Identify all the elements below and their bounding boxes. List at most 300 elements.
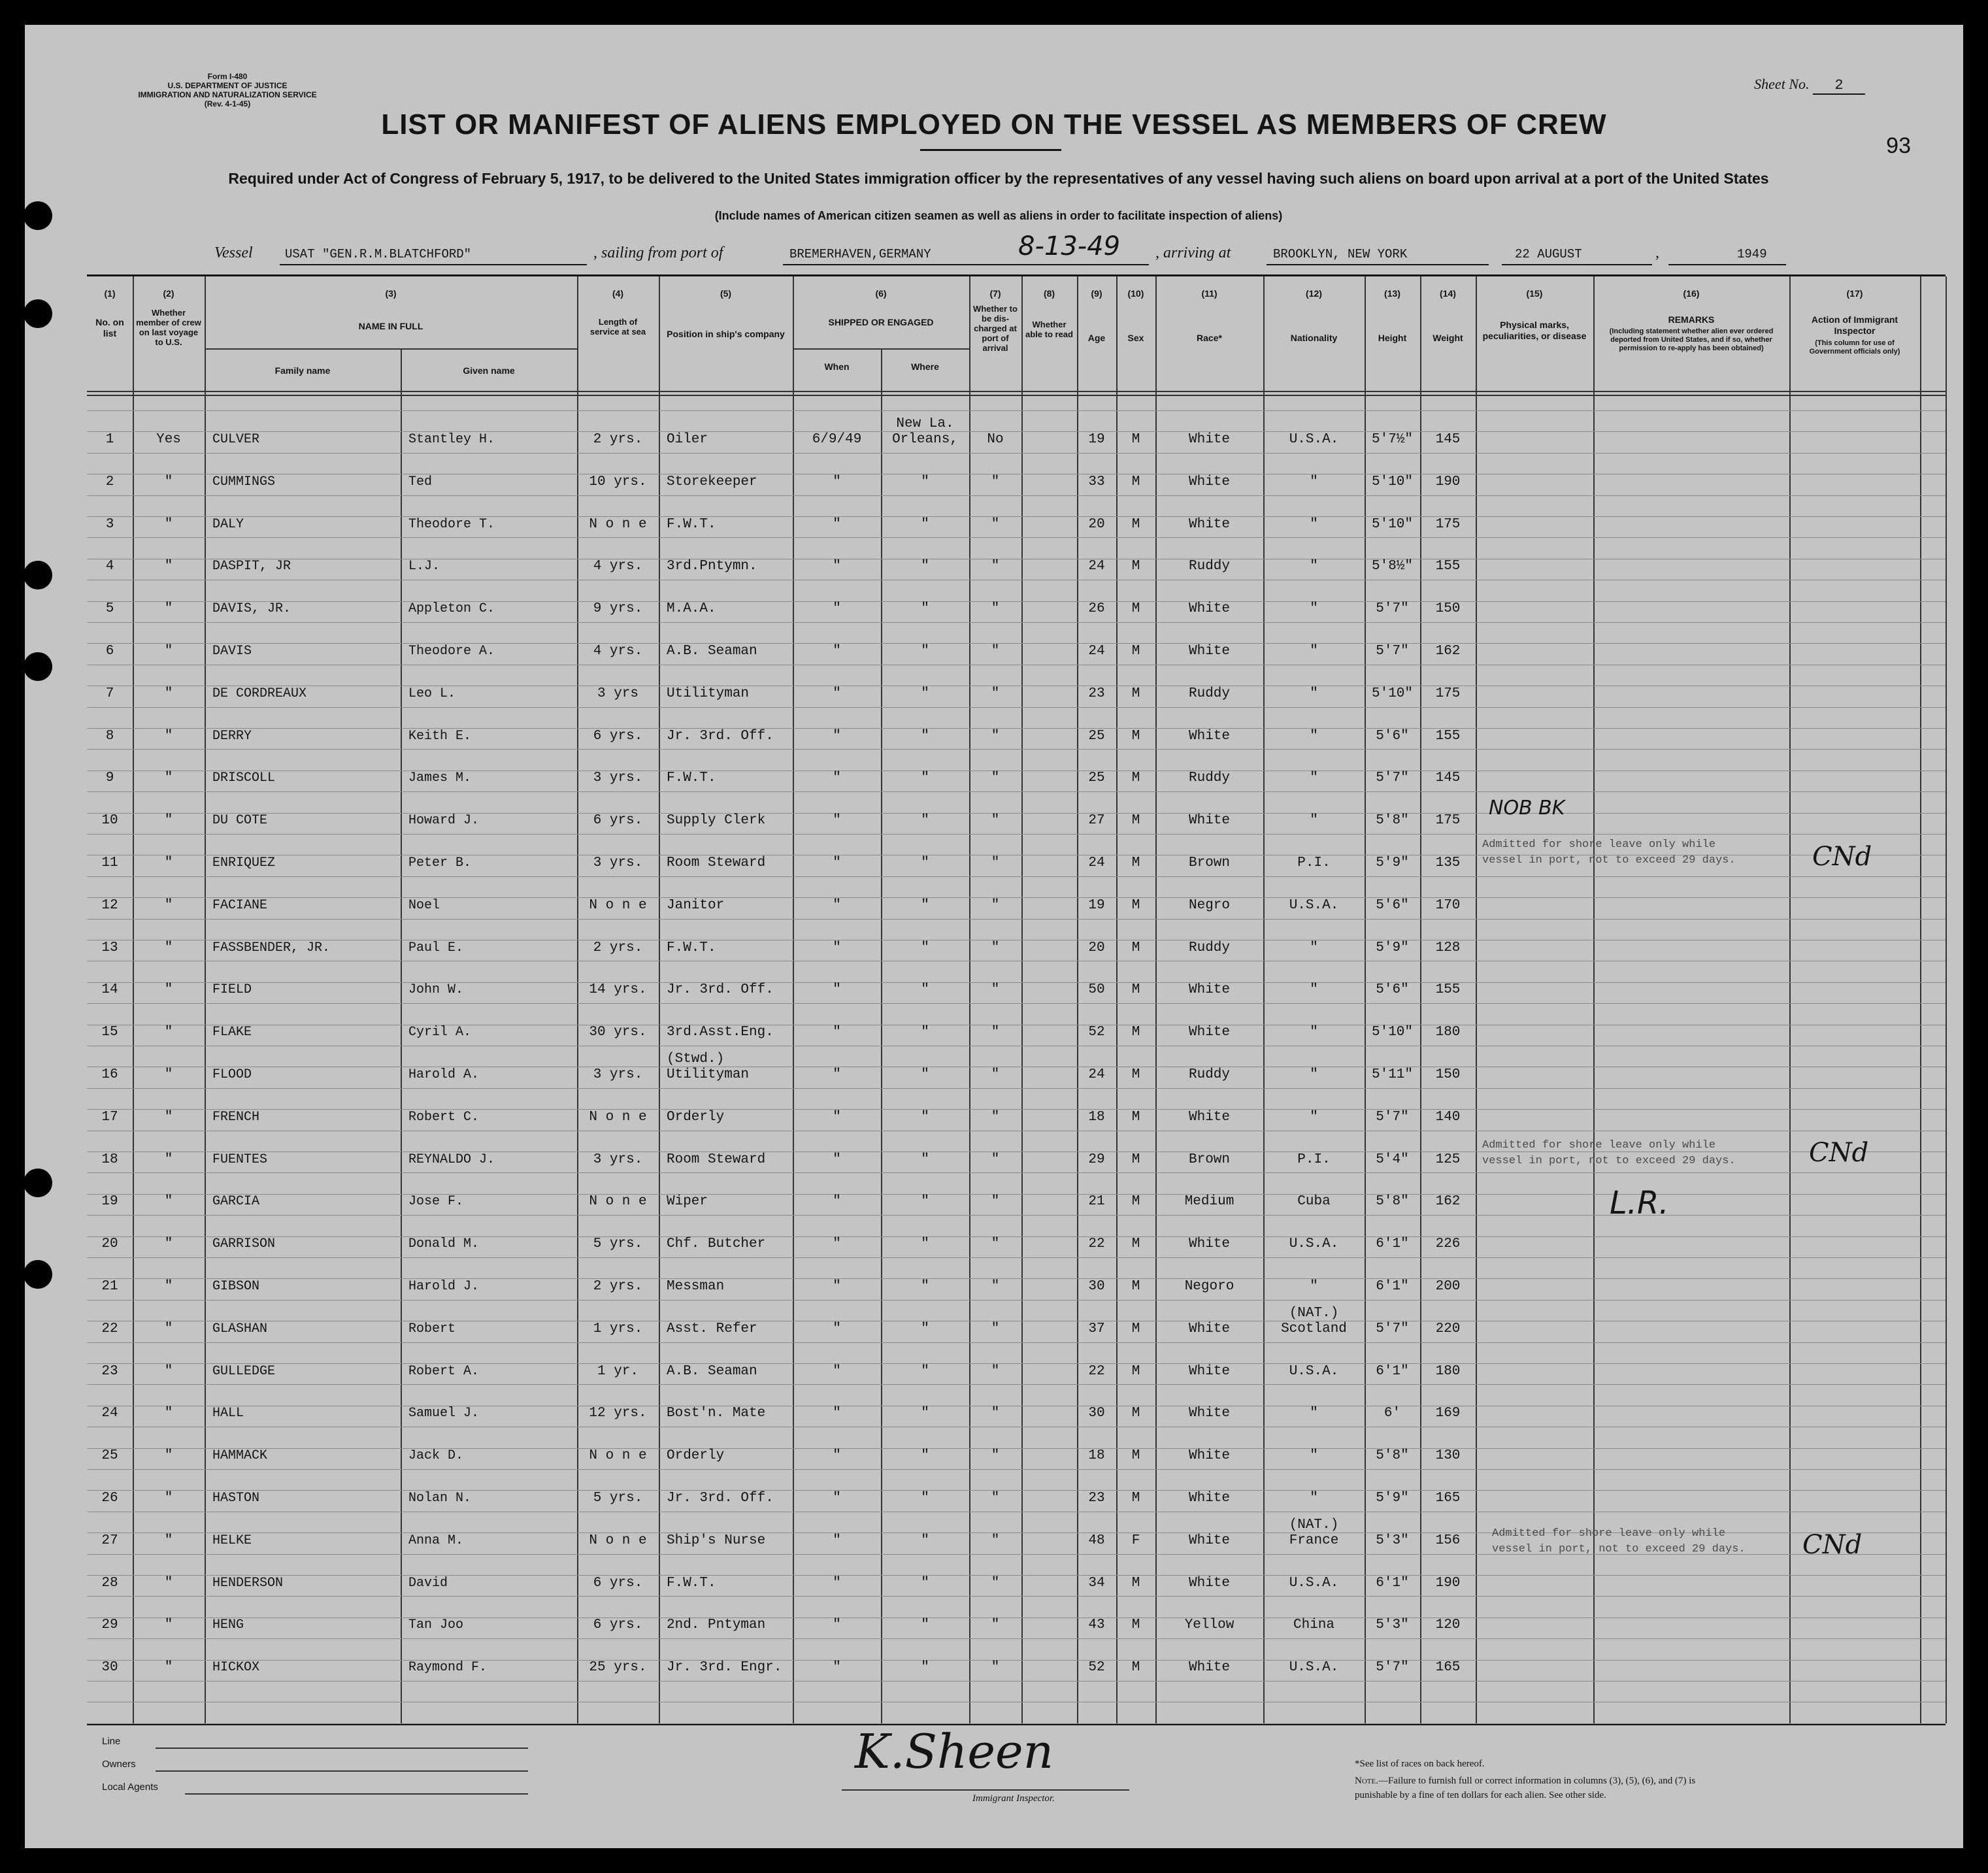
position: Oiler [667, 432, 708, 447]
member-last-voyage: " [164, 1533, 173, 1548]
discharged: " [991, 1152, 1000, 1167]
shipped-where: " [921, 1617, 929, 1633]
given-name: Howard J. [408, 813, 480, 829]
footer-line-label: Line [102, 1736, 121, 1747]
weight: 150 [1435, 1067, 1461, 1082]
manifest-sheet [25, 25, 1963, 1848]
nationality: China [1293, 1617, 1334, 1633]
race: White [1188, 1236, 1230, 1252]
discharged: " [991, 1109, 1000, 1125]
weight: 180 [1435, 1025, 1461, 1040]
shipped-when: " [833, 1363, 841, 1379]
member-last-voyage: " [164, 474, 173, 489]
length-of-service: 6 yrs. [593, 813, 643, 829]
member-last-voyage: " [164, 897, 173, 913]
age: 27 [1088, 813, 1105, 829]
weight: 155 [1435, 982, 1461, 998]
family-name: HENG [212, 1617, 244, 1633]
race: White [1188, 1533, 1230, 1548]
port-to: BROOKLYN, NEW YORK [1273, 247, 1408, 261]
discharged: " [991, 771, 1000, 786]
discharged: " [991, 897, 1000, 913]
length-of-service: 6 yrs. [593, 728, 643, 744]
ruled-line [87, 876, 1946, 877]
discharged: " [991, 1025, 1000, 1040]
shipped-where: " [921, 771, 929, 786]
height: 5'8" [1376, 1194, 1409, 1210]
length-of-service: 5 yrs. [593, 1236, 643, 1252]
weight: 135 [1435, 855, 1461, 870]
given-name: Paul E. [408, 940, 464, 955]
position: F.W.T. [667, 1575, 716, 1591]
ruled-line [87, 410, 1946, 411]
nationality: " [1310, 644, 1318, 659]
row-number: 8 [105, 728, 114, 744]
shipped-when: " [833, 686, 841, 701]
penalty-note [1355, 1774, 1721, 1802]
column-divider [1476, 276, 1477, 1723]
form-number: Form I-480 [207, 72, 248, 81]
family-name: FACIANE [212, 897, 268, 913]
col-num-8: (8) [1043, 288, 1055, 299]
length-of-service: 10 yrs. [589, 474, 647, 489]
header-remarks: REMARKS [1668, 314, 1715, 325]
column-divider [205, 276, 206, 1723]
nationality: P.I. [1297, 1152, 1331, 1167]
length-of-service: 5 yrs. [593, 1491, 643, 1506]
column-divider [1077, 276, 1078, 1723]
shipped-where: " [921, 982, 929, 998]
shipped-where: " [921, 1575, 929, 1591]
member-last-voyage: " [164, 940, 173, 955]
height: 5'3" [1376, 1617, 1409, 1633]
age: 33 [1088, 474, 1105, 489]
position: Asst. Refer [667, 1321, 757, 1336]
nationality: " [1310, 1109, 1318, 1125]
discharged: " [991, 1067, 1000, 1082]
discharged: " [991, 1533, 1000, 1548]
sex: M [1131, 1406, 1140, 1421]
nationality: " [1310, 1067, 1318, 1082]
family-name: FASSBENDER, JR. [212, 940, 331, 955]
sex: M [1131, 1236, 1140, 1252]
header-action-detail: (This column for use of Government officials only) [1809, 339, 1900, 356]
length-of-service: 1 yrs. [593, 1321, 643, 1336]
nationality: " [1310, 1491, 1318, 1506]
column-divider [1155, 276, 1157, 1723]
race: Ruddy [1188, 686, 1230, 701]
inspector-label: Immigrant Inspector. [972, 1793, 1055, 1804]
discharged: " [991, 940, 1000, 955]
given-name: James M. [408, 771, 472, 786]
member-last-voyage: " [164, 1448, 173, 1464]
column-divider [793, 276, 794, 1723]
family-name: GULLEDGE [212, 1363, 276, 1379]
header-height: Height [1378, 333, 1407, 343]
ruled-line [87, 1384, 1946, 1385]
height: 5'4" [1376, 1152, 1409, 1167]
height: 5'7" [1376, 771, 1409, 786]
discharged: " [991, 516, 1000, 532]
member-last-voyage: " [164, 1491, 173, 1506]
discharged: " [991, 1491, 1000, 1506]
shipped-where: " [921, 1279, 929, 1294]
race: Ruddy [1188, 1067, 1230, 1082]
nationality: Cuba [1297, 1194, 1331, 1210]
shipped-when: " [833, 1491, 841, 1506]
given-name: Harold J. [408, 1279, 480, 1294]
footer-owners-underline [156, 1770, 528, 1772]
column-divider [1021, 276, 1023, 1723]
weight: 190 [1435, 474, 1461, 489]
shipped-when: " [833, 559, 841, 574]
row-number: 29 [101, 1617, 118, 1633]
ruled-line [87, 1257, 1946, 1258]
position: 2nd. Pntyman [667, 1617, 766, 1633]
shipped-where: " [921, 728, 929, 744]
weight: 145 [1435, 771, 1461, 786]
given-name: Leo L. [408, 686, 456, 701]
weight: 155 [1435, 559, 1461, 574]
discharged: " [991, 1575, 1000, 1591]
shipped-where: " [921, 559, 929, 574]
height: 6'1" [1376, 1279, 1409, 1294]
sex: M [1131, 1152, 1140, 1167]
header-where: Where [911, 361, 939, 372]
position: Jr. 3rd. Off. [667, 1491, 774, 1506]
header-subdivider [793, 348, 969, 350]
member-last-voyage: " [164, 559, 173, 574]
sex: M [1131, 1067, 1140, 1082]
given-name: Cyril A. [408, 1025, 472, 1040]
length-of-service: 25 yrs. [589, 1660, 647, 1676]
age: 19 [1088, 897, 1105, 913]
ruled-line [87, 707, 1946, 708]
shipped-where: " [921, 644, 929, 659]
date-sailed: 8-13-49 [1018, 231, 1121, 261]
weight: 156 [1435, 1533, 1461, 1548]
nationality: U.S.A. [1289, 432, 1339, 447]
given-name: Theodore A. [408, 644, 495, 659]
shipped-where: " [921, 1025, 929, 1040]
sex: M [1131, 1491, 1140, 1506]
col-num-11: (11) [1201, 288, 1218, 299]
ruled-line [87, 1300, 1946, 1301]
shipped-when: " [833, 1067, 841, 1082]
year: 1949 [1737, 247, 1767, 261]
height: 5'6" [1376, 897, 1409, 913]
weight: 125 [1435, 1152, 1461, 1167]
given-name: Appleton C. [408, 601, 495, 617]
weight: 175 [1435, 516, 1461, 532]
header-position: Position in ship's company [667, 329, 785, 339]
nationality: " [1310, 728, 1318, 744]
race: Brown [1188, 1152, 1230, 1167]
length-of-service: 6 yrs. [593, 1575, 643, 1591]
discharged: " [991, 982, 1000, 998]
shipped-where: " [921, 1109, 929, 1125]
nationality: " [1310, 1448, 1318, 1464]
height: 5'7" [1376, 1321, 1409, 1336]
sex: M [1131, 1025, 1140, 1040]
given-name: Theodore T. [408, 516, 495, 532]
col-num-5: (5) [720, 288, 732, 299]
sex: M [1131, 644, 1140, 659]
nationality: " [1310, 813, 1318, 829]
nationality: U.S.A. [1289, 1236, 1339, 1252]
position: M.A.A. [667, 601, 716, 617]
discharged: " [991, 559, 1000, 574]
weight: 220 [1435, 1321, 1461, 1336]
height: 5'9" [1376, 1491, 1409, 1506]
position: Wiper [667, 1194, 708, 1210]
form-department: U.S. DEPARTMENT OF JUSTICE [167, 81, 288, 90]
sex: M [1131, 686, 1140, 701]
position: 3rd.Pntymn. [667, 559, 757, 574]
age: 29 [1088, 1152, 1105, 1167]
column-divider [1116, 276, 1118, 1723]
remark-row-18: Admitted for shore leave only while vessel in port, not to exceed 29 days. [1482, 1139, 1736, 1167]
position: Janitor [667, 897, 725, 913]
action-mark-row-29: CNd [1802, 1530, 1863, 1560]
length-of-service: 9 yrs. [593, 601, 643, 617]
position: Orderly [667, 1448, 725, 1464]
family-name: HICKOX [212, 1660, 260, 1676]
member-last-voyage: " [164, 1660, 173, 1676]
col-num-14: (14) [1440, 288, 1456, 299]
race: White [1188, 474, 1230, 489]
age: 30 [1088, 1406, 1105, 1421]
remark-row-29: Admitted for shore leave only while vessel in port, not to exceed 29 days. [1492, 1527, 1746, 1555]
column-divider [1789, 276, 1791, 1723]
column-divider [1420, 276, 1421, 1723]
length-of-service: 4 yrs. [593, 644, 643, 659]
member-last-voyage: " [164, 1363, 173, 1379]
sex: M [1131, 1321, 1140, 1336]
shipped-when: " [833, 601, 841, 617]
row-number: 2 [105, 474, 114, 489]
height: 6'1" [1376, 1363, 1409, 1379]
length-of-service: 2 yrs. [593, 1279, 643, 1294]
length-of-service: 12 yrs. [589, 1406, 647, 1421]
member-last-voyage: " [164, 982, 173, 998]
action-mark-row-18: CNd [1809, 1138, 1869, 1168]
family-name: FLOOD [212, 1067, 252, 1082]
sex: M [1131, 1363, 1140, 1379]
shipped-where: " [921, 1236, 929, 1252]
nationality: " [1310, 474, 1318, 489]
sheet-number-value: 2 [1813, 77, 1865, 95]
col-num-16: (16) [1683, 288, 1700, 299]
sheet-number [1754, 76, 1865, 95]
weight: 145 [1435, 432, 1461, 447]
shipped-when: " [833, 897, 841, 913]
nationality: U.S.A. [1289, 897, 1339, 913]
age: 23 [1088, 1491, 1105, 1506]
race: White [1188, 1575, 1230, 1591]
family-name: DASPIT, JR [212, 559, 291, 574]
discharged: " [991, 1194, 1000, 1210]
row-number: 20 [101, 1236, 118, 1252]
discharged: " [991, 601, 1000, 617]
sex: M [1131, 940, 1140, 955]
race: White [1188, 813, 1230, 829]
member-last-voyage: " [164, 686, 173, 701]
weight: 175 [1435, 686, 1461, 701]
footer-line-underline [156, 1748, 528, 1749]
col-num-2: (2) [163, 288, 174, 299]
shipped-where: " [921, 1067, 929, 1082]
given-name: John W. [408, 982, 464, 998]
vessel-underline [280, 264, 587, 265]
member-last-voyage: " [164, 855, 173, 870]
row-number: 18 [101, 1152, 118, 1167]
length-of-service: 3 yrs. [593, 1152, 643, 1167]
given-name: Robert C. [408, 1109, 480, 1125]
shipped-when: " [833, 813, 841, 829]
shipped-where: " [921, 1533, 929, 1548]
row-number: 1 [105, 432, 114, 447]
position: Jr. 3rd. Engr. [667, 1660, 782, 1676]
race-note: *See list of races on back hereof. [1355, 1759, 1485, 1769]
age: 37 [1088, 1321, 1105, 1336]
length-of-service: N o n e [589, 1448, 647, 1464]
row-number: 13 [101, 940, 118, 955]
sex: M [1131, 1448, 1140, 1464]
shipped-when: " [833, 771, 841, 786]
weight: 180 [1435, 1363, 1461, 1379]
discharged: No [987, 432, 1004, 447]
height: 5'10" [1371, 1025, 1413, 1040]
race: White [1188, 1321, 1230, 1336]
column-divider [969, 276, 970, 1723]
race: White [1188, 432, 1230, 447]
lr-note: L.R. [1610, 1185, 1669, 1221]
column-divider [1263, 276, 1265, 1723]
header-member-of-crew: Whether member of crew on last voyage to U.S. [136, 308, 201, 347]
length-of-service: 3 yrs. [593, 771, 643, 786]
length-of-service: N o n e [589, 1533, 647, 1548]
nationality: " [1310, 516, 1318, 532]
position: Jr. 3rd. Off. [667, 982, 774, 998]
form-service: IMMIGRATION AND NATURALIZATION SERVICE [138, 90, 317, 99]
nationality: U.S.A. [1289, 1660, 1339, 1676]
ruled-line [87, 1088, 1946, 1089]
given-name: REYNALDO J. [408, 1152, 495, 1167]
shipped-where: " [921, 1660, 929, 1676]
ruled-line [87, 1003, 1946, 1004]
height: 5'7" [1376, 1660, 1409, 1676]
height: 6'1" [1376, 1575, 1409, 1591]
sex: M [1131, 771, 1140, 786]
family-name: GLASHAN [212, 1321, 268, 1336]
weight: 155 [1435, 728, 1461, 744]
family-name: DU COTE [212, 813, 268, 829]
row-number: 16 [101, 1067, 118, 1082]
age: 24 [1088, 1067, 1105, 1082]
port-from: BREMERHAVEN,GERMANY [789, 247, 931, 261]
race: White [1188, 1109, 1230, 1125]
height: 5'8" [1376, 1448, 1409, 1464]
age: 34 [1088, 1575, 1105, 1591]
punch-hole [24, 561, 52, 589]
ruled-line [87, 1469, 1946, 1470]
sex: M [1131, 1617, 1140, 1633]
ruled-line [87, 453, 1946, 454]
family-name: FUENTES [212, 1152, 268, 1167]
member-last-voyage: " [164, 1575, 173, 1591]
race: Ruddy [1188, 771, 1230, 786]
length-of-service: 4 yrs. [593, 559, 643, 574]
age: 20 [1088, 516, 1105, 532]
subtitle: Required under Act of Congress of February 5, 1917, to be delivered to the United States immigration officer by the representatives of any vessel having such aliens on board upon arrival at a port of the United States [228, 170, 1769, 187]
nob-note: NOB BK [1489, 797, 1565, 820]
shipped-when: " [833, 644, 841, 659]
title-rule [920, 149, 1061, 151]
weight: 150 [1435, 601, 1461, 617]
weight: 200 [1435, 1279, 1461, 1294]
length-of-service: 30 yrs. [589, 1025, 647, 1040]
ruled-line [87, 622, 1946, 623]
age: 18 [1088, 1448, 1105, 1464]
header-physical-marks: Physical marks, peculiarities, or disease [1482, 320, 1587, 341]
given-name: Peter B. [408, 855, 472, 870]
row-number: 7 [105, 686, 114, 701]
height: 6'1" [1376, 1236, 1409, 1252]
age: 48 [1088, 1533, 1105, 1548]
form-revision: (Rev. 4-1-45) [204, 99, 251, 108]
shipped-where: " [921, 1152, 929, 1167]
member-last-voyage: " [164, 813, 173, 829]
col-num-6: (6) [875, 288, 887, 299]
col-num-12: (12) [1306, 288, 1322, 299]
family-name: FRENCH [212, 1109, 260, 1125]
family-name: DALY [212, 516, 244, 532]
shipped-when: " [833, 1025, 841, 1040]
nationality: " [1310, 601, 1318, 617]
shipped-when: " [833, 1533, 841, 1548]
weight: 190 [1435, 1575, 1461, 1591]
family-name: DERRY [212, 728, 252, 744]
nationality: (NAT.) Scotland [1281, 1305, 1347, 1336]
col-num-4: (4) [612, 288, 624, 299]
family-name: HENDERSON [212, 1575, 284, 1591]
shipped-where: " [921, 686, 929, 701]
shipped-when: " [833, 1448, 841, 1464]
ruled-line [87, 919, 1946, 920]
col-num-3: (3) [385, 288, 397, 299]
shipped-where: " [921, 940, 929, 955]
column-divider [1365, 276, 1366, 1723]
col-num-9: (9) [1091, 288, 1102, 299]
age: 24 [1088, 644, 1105, 659]
given-name: L.J. [408, 559, 440, 574]
member-last-voyage: " [164, 1406, 173, 1421]
sex: M [1131, 559, 1140, 574]
family-name: HALL [212, 1406, 244, 1421]
length-of-service: 2 yrs. [593, 940, 643, 955]
header-age: Age [1087, 333, 1106, 343]
nationality: " [1310, 1279, 1318, 1294]
member-last-voyage: " [164, 601, 173, 617]
discharged: " [991, 813, 1000, 829]
port-from-underline [783, 264, 1149, 265]
shipped-when: " [833, 982, 841, 998]
length-of-service: N o n e [589, 1109, 647, 1125]
weight: 130 [1435, 1448, 1461, 1464]
position: Supply Clerk [667, 813, 766, 829]
ruled-line [87, 1596, 1946, 1597]
